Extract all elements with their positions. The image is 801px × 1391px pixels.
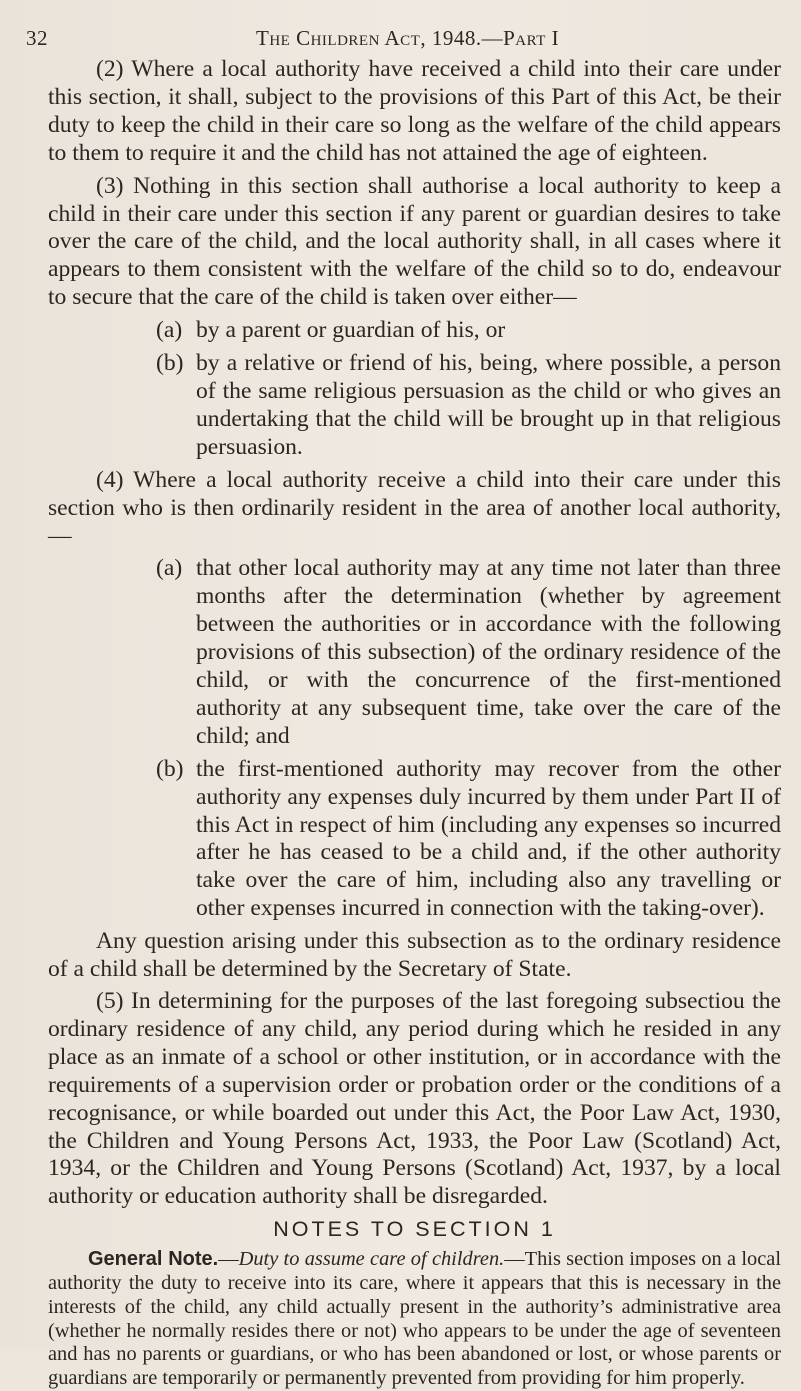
notes-heading: NOTES TO SECTION 1 — [273, 1217, 556, 1242]
subsection-4-closing: Any question arising under this subsection as to the ordinary residence of a child shall be determined by the Secretary of State. — [48, 928, 781, 983]
note-dash: — — [218, 1248, 239, 1271]
item-label: (a) — [156, 555, 183, 582]
subsection-3-item-b — [48, 350, 781, 462]
subsection-3: (3) Nothing in this section shall authorise a local authority to keep a child in their care under this section if any parent or guardian desires to take over the care of the child, and the local authority shall, in all cases where it appears to them consistent with the welfare of the child so to do, endeavour to secure that the care of the child is taken over either— — [48, 172, 781, 311]
subsection-4-item-a — [48, 555, 781, 750]
general-note — [48, 1248, 781, 1391]
running-header — [26, 22, 781, 56]
statute-text — [48, 56, 781, 1211]
note-body: —This section imposes on a local authority the duty to receive into its care, where it appears that this is necessary in the interests of the child, any child actually present in the authority’s administrative area (whether he normally resides there or not) who appears to be under the age of seventeen and has no parents or guardians, or who has been abandoned or lost, or whose parents or guardians are temporarily or permanently prevented from providing for him properly. — [48, 1248, 781, 1390]
item-label: (b) — [156, 755, 184, 782]
subsection-4-item-b — [48, 756, 781, 923]
subsection-2: (2) Where a local authority have received a child into their care under this section, it shall, subject to the provisions of this Part of this Act, be their duty to keep the child in their care so long as the welfare of the child appears to them to require it and the child has not attained the age of eighteen. — [48, 56, 781, 166]
running-title: The Children Act, 1948.—Part I — [256, 26, 560, 50]
item-text: by a relative or friend of his, being, where possible, a person of the same religious persuasion as the child or who gives an undertaking that the child will be brought up in that religious persuasion. — [196, 350, 781, 460]
subsection-4: (4) Where a local authority receive a child into their care under this section who is then ordinarily resident in the area of another local authority,— — [48, 466, 781, 549]
page-number: 32 — [26, 26, 48, 50]
note-italic-heading: Duty to assume care of children. — [238, 1248, 505, 1271]
item-text: by a parent or guardian of his, or — [196, 317, 506, 344]
item-label: (a) — [156, 317, 183, 344]
subsection-3-item-a — [48, 317, 781, 345]
note-lead: General Note. — [88, 1248, 219, 1271]
item-text: the first-mentioned authority may recover from the other authority any expenses duly incurred by them under Part II of this Act in respect of him (including any expenses so incurred after he has ceased to be a child and, if the other authority take over the care of him, including also any travelling or other expenses incurred in connection with the taking-over). — [196, 755, 781, 922]
item-label: (b) — [156, 350, 184, 377]
subsection-5: (5) In determining for the purposes of the last foregoing subsectiou the ordinary residence of any child, any period during which he resided in any place as an inmate of a school or other institution, or in accordance with the requirements of a supervision order or probation order or the conditions of a recognisance, or while boarded out under this Act, the Poor Law Act, 1930, the Children and Young Persons Act, 1933, the Poor Law (Scotland) Act, 1934, or the Children and Young Persons (Scotland) Act, 1937, by a local authority or education authority shall be disregarded. — [48, 988, 781, 1210]
item-text: that other local authority may at any time not later than three months after the determination (whether by agreement between the authorities or in accordance with the following provisions of this subsection) of the ordinary residence of the child, or with the concurrence of the first-mentioned authority at any subsequent time, take over the care of the child; and — [196, 555, 781, 749]
